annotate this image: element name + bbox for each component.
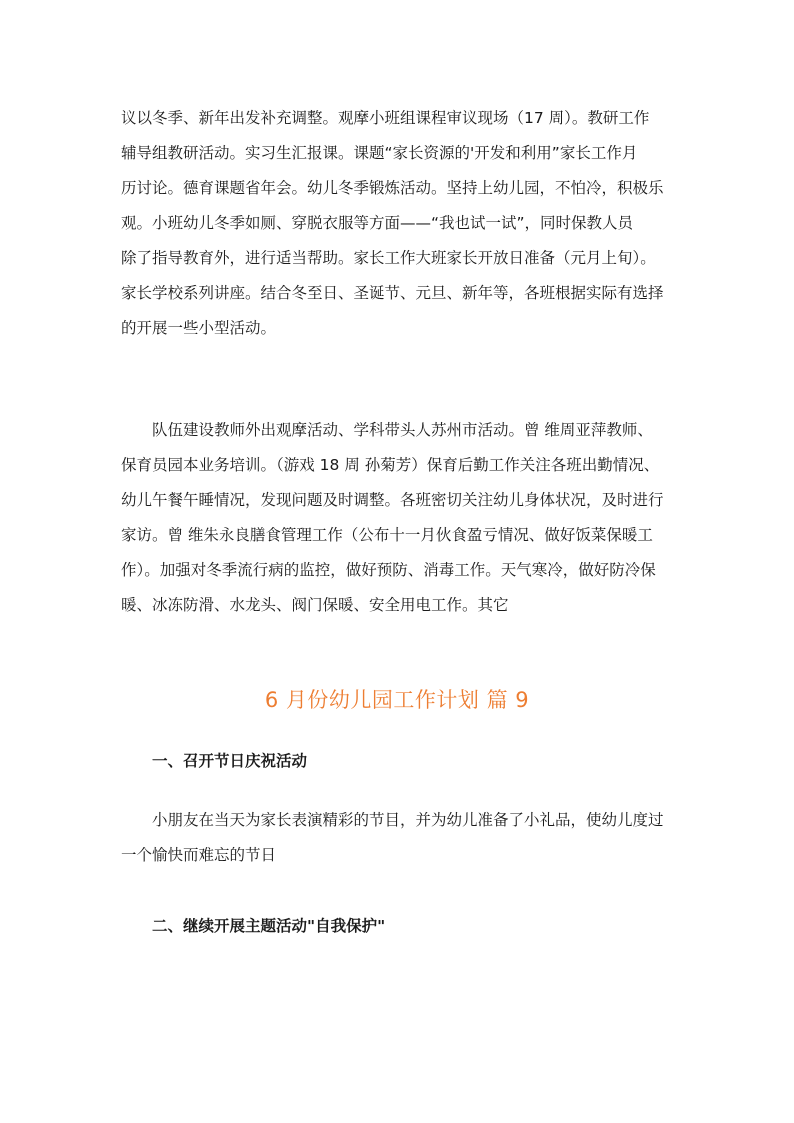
section-heading: 6 月份幼儿园工作计划 篇 9 xyxy=(264,688,530,712)
paragraph-line: 一个愉快而难忘的节日 xyxy=(121,846,277,864)
paragraph-1 xyxy=(121,101,681,346)
paragraph-line: 保育员园本业务培训。（游戏 18 周 孙菊芳）保育后勤工作关注各班出勤情况、 xyxy=(121,456,660,474)
subheading-2: 二、继续开展主题活动"自我保护" xyxy=(152,917,386,935)
paragraph-3 xyxy=(121,803,681,873)
paragraph-line: 暖、冰冻防滑、水龙头、阀门保暖、安全用电工作。其它 xyxy=(121,596,509,614)
paragraph-line: 观。小班幼儿冬季如厕、穿脱衣服等方面——“我也试一试”，同时保教人员 xyxy=(121,214,634,232)
paragraph-line: 辅导组教研活动。实习生汇报课。课题“家长资源的'开发和利用”家长工作月 xyxy=(121,144,638,162)
paragraph-line: 除了指导教育外，进行适当帮助。家长工作大班家长开放日准备（元月上旬）。 xyxy=(121,249,656,267)
paragraph-line: 家长学校系列讲座。结合冬至日、圣诞节、元旦、新年等，各班根据实际有选择 xyxy=(121,284,664,302)
paragraph-line: 队伍建设教师外出观摩活动、学科带头人苏州市活动。曾 维周亚萍教师、 xyxy=(152,421,653,439)
paragraph-line: 的开展一些小型活动。 xyxy=(121,319,277,337)
paragraph-line: 作）。加强对冬季流行病的监控，做好预防、消毒工作。天气寒冷，做好防冷保 xyxy=(121,561,656,579)
paragraph-line: 历讨论。德育课题省年会。幼儿冬季锻炼活动。坚持上幼儿园，不怕冷，积极乐 xyxy=(121,179,664,197)
paragraph-line: 小朋友在当天为家长表演精彩的节目，并为幼儿准备了小礼品，使幼儿度过 xyxy=(152,811,664,829)
paragraph-line: 家访。曾 维朱永良膳食管理工作（公布十一月伙食盈亏情况、做好饭菜保暖工 xyxy=(121,526,653,544)
paragraph-line: 幼儿午餐午睡情况，发现问题及时调整。各班密切关注幼儿身体状况，及时进行 xyxy=(121,491,664,509)
subheading-1: 一、召开节日庆祝活动 xyxy=(152,752,308,770)
paragraph-2 xyxy=(121,413,681,623)
paragraph-line: 议以冬季、新年出发补充调整。观摩小班组课程审议现场（17 周）。教研工作 xyxy=(121,109,650,127)
